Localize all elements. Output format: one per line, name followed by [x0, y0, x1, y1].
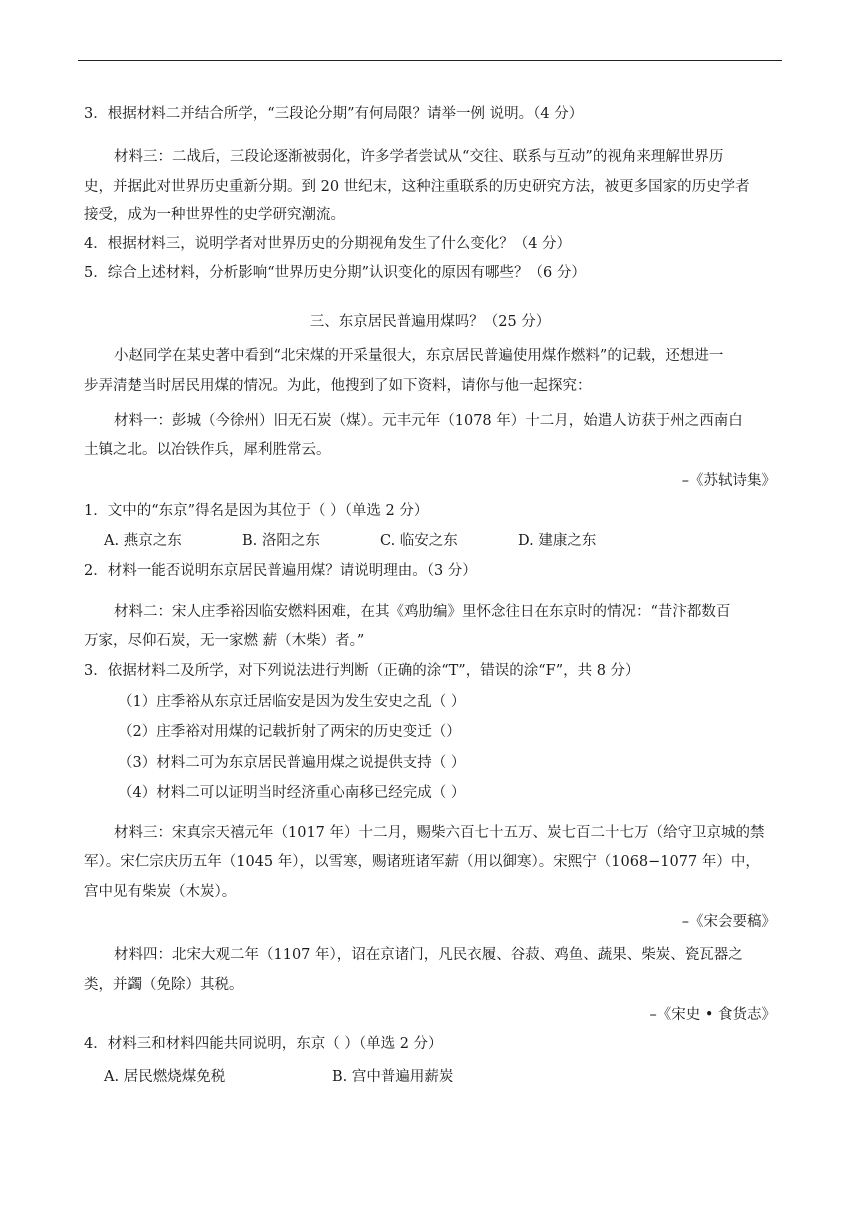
question-1-options: [104, 531, 596, 551]
question-4-options: [104, 1067, 453, 1087]
material-4-line-1: 材料四：北宋大观二年（1107 年），诏在京诸门，凡民衣履、谷菽、鸡鱼、蔬果、柴炭、瓷瓦器之: [114, 947, 743, 963]
q4-option-a[interactable]: A. 居民燃烧煤免税: [104, 1069, 226, 1085]
material-3-prev-line-1: 材料三：二战后，三段论逐渐被弱化，许多学者尝试从“交往、联系与互动”的视角来理解世界历: [114, 149, 724, 165]
q3-item-1: （1）庄季裕从东京迁居临安是因为发生安史之乱（ ）: [118, 694, 466, 710]
material-3-prev-line-2: 史，并据此对世界历史重新分期。到 20 世纪末，这种注重联系的历史研究方法，被更多国家的历史学者: [84, 179, 750, 195]
question-1: 1．文中的“东京”得名是因为其位于（ ）（单选 2 分）: [84, 503, 429, 519]
material-2-line-2: 万家，尽仰石炭，无一家燃 薪（木柴）者。”: [84, 633, 365, 649]
material-3-line-2: 军）。宋仁宗庆历五年（1045 年），以雪寒，赐诸班诸军薪（用以御寒）。宋熙宁（1068−1077 年）中，: [84, 854, 760, 870]
question-3: 3．依据材料二及所学，对下列说法进行判断（正确的涂“T”，错误的涂“F”，共 8 分）: [84, 663, 640, 679]
header-rule: [78, 60, 782, 61]
question-4: 4．材料三和材料四能共同说明，东京（ ）（单选 2 分）: [84, 1036, 443, 1052]
source-1: –《苏轼诗集》: [681, 473, 776, 489]
intro-line-1: 小赵同学在某史著中看到“北宋煤的开采量很大，东京居民普遍使用煤作燃料”的记载，还想进一: [114, 348, 724, 364]
q1-option-a[interactable]: A. 燕京之东: [104, 533, 182, 549]
material-3-prev-line-3: 接受，成为一种世界性的史学研究潮流。: [84, 207, 345, 223]
section-3-title: 三、东京居民普遍用煤吗？（25 分）: [309, 314, 551, 330]
question-2: 2．材料一能否说明东京居民普遍用煤？请说明理由。（3 分）: [84, 563, 477, 579]
material-1-line-1: 材料一：彭城（今徐州）旧无石炭（煤）。元丰元年（1078 年）十二月，始遣人访获于州之西南白: [114, 413, 743, 429]
q3-item-2: （2）庄季裕对用煤的记载折射了两宋的历史变迁（）: [118, 724, 461, 740]
q3-item-3: （3）材料二可为东京居民普遍用煤之说提供支持（ ）: [118, 755, 466, 771]
material-3-line-1: 材料三：宋真宗天禧元年（1017 年）十二月，赐柴六百七十五万、炭七百二十七万（给守卫京城的禁: [114, 825, 765, 841]
material-2-line-1: 材料二：宋人庄季裕因临安燃料困难，在其《鸡肋编》里怀念往日在东京时的情况：“昔汴都数百: [114, 604, 731, 620]
question-3-prev: 3．根据材料二并结合所学，“三段论分期”有何局限？请举一例 说明。（4 分）: [84, 106, 584, 122]
intro-line-2: 步弄清楚当时居民用煤的情况。为此，他搜到了如下资料，请你与他一起探究：: [84, 378, 592, 394]
q1-option-b[interactable]: B. 洛阳之东: [242, 533, 320, 549]
source-3: –《宋会要稿》: [681, 914, 776, 930]
q1-option-d[interactable]: D. 建康之东: [518, 533, 597, 549]
question-4-prev: 4．根据材料三，说明学者对世界历史的分期视角发生了什么变化？（4 分）: [84, 236, 572, 252]
source-4: –《宋史 • 食货志》: [649, 1007, 776, 1023]
question-5-prev: 5．综合上述材料，分析影响“世界历史分期”认识变化的原因有哪些？（6 分）: [84, 265, 586, 281]
material-1-line-2: 土镇之北。以冶铁作兵，犀利胜常云。: [84, 442, 331, 458]
q3-item-4: （4）材料二可以证明当时经济重心南移已经完成（ ）: [118, 785, 466, 801]
q1-option-c[interactable]: C. 临安之东: [380, 533, 458, 549]
q4-option-b[interactable]: B. 宫中普遍用薪炭: [332, 1069, 454, 1085]
material-3-line-3: 宫中见有柴炭（木炭）。: [84, 884, 237, 900]
material-4-line-2: 类，并蠲（免除）其税。: [84, 977, 244, 993]
